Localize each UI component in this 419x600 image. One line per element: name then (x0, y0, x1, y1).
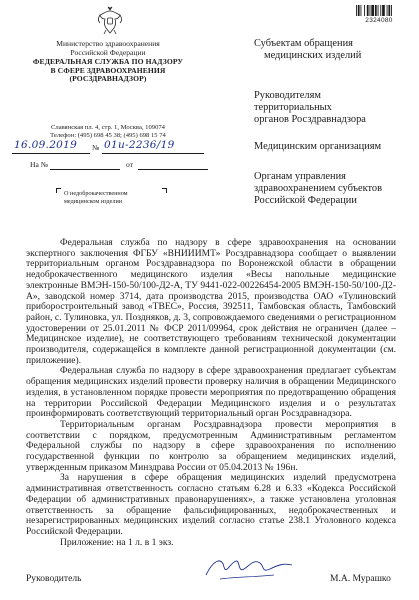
subject-bracket-left (56, 188, 61, 193)
addressee-4: Органам управления здравоохранением субъектов Российской Федерации (254, 171, 383, 207)
barcode-bar (387, 5, 388, 16)
from-label: от (126, 160, 134, 169)
barcode-bar (367, 5, 369, 16)
paragraph-4: За нарушения в сфере обращения медицинских изделий предусмотрена административная ответственность согласно статьям 6.28 и 6.33 «Кодекса Российской Федерации об административных правонарушениях», а также установлена уголовная ответственность за обращение фальсифицированных, недоброкачественных и незарегистрированных медицинских изделий согласно статье 238.1 Уголовного кодекса Российской Федерации. (26, 472, 396, 537)
barcode (356, 5, 402, 16)
barcode-bar (391, 5, 392, 16)
signer-name: М.А. Мурашко (330, 573, 391, 584)
subject: О недоброкачественном медицинском изделии (64, 190, 174, 205)
barcode-bar (358, 5, 360, 16)
barcode-bar (356, 5, 357, 16)
addressee-2: Руководителям территориальных органов Росздравнадзора (254, 90, 366, 126)
addressee-1: Субъектам обращения медицинских изделий (254, 38, 362, 62)
barcode-bar (370, 5, 371, 16)
barcode-bar (378, 5, 379, 16)
barcode-bar (361, 5, 362, 16)
barcode-bar (375, 5, 377, 16)
from-underline (138, 169, 208, 170)
paragraph-1: Федеральная служба по надзору в сфере здравоохранения на основании экспертного заключения ФГБУ «ВНИИИМТ» Росздравнадзора сообщает о выявлении территориальным органом Росздравнадзора по Воронежской области в обращении недоброкачественного медицинского изделия «Весы напольные медицинские электронные ВМЭН-150-50/100-Д2-А, ТУ 9441-022-00226454-2005 ВМЭН-150-50/100-Д2-А», заводской номер 3714, дата производства 2015, производства ОАО «Тулиновский приборостроительный завод «ТВЕС», Россия, 392511, Тамбовская область, Тамбовский район, с. Тулиновка, ул. Поздняков, д. 3, сопровождаемого сведениями о регистрационном удостоверении от 25.01.2011 № ФСР 2011/09964, срок действия не ограничен (далее – Медицинское изделие), не соответствующего требованиям технической документации производителя, содержащейся в комплекте данной регистрационной документации (см. приложение). (26, 237, 396, 366)
signature-icon (200, 553, 296, 587)
date-underline (12, 153, 90, 154)
barcode-bar (382, 5, 385, 16)
registration-date: 16.09.2019 (14, 139, 78, 151)
number-underline (102, 153, 204, 154)
letter-body (26, 238, 396, 548)
paragraph-3: Территориальным органам Росздравнадзора провести мероприятия в соответствии с порядком, предусмотренным Административным регламентом Федеральной службы по надзору в сфере здравоохранения по исполнению государственной функции по контролю за обращением медицинских изделий, утвержденным приказом Минздрава России от 05.04.2013 № 196н. (26, 418, 396, 473)
barcode-number: 2324080 (365, 17, 393, 24)
barcode-bar (380, 5, 381, 16)
service-name: ФЕДЕРАЛЬНАЯ СЛУЖБА ПО НАДЗОРУ В СФЕРЕ ЗДРАВООХРАНЕНИЯ (РОСЗДРАВНАДЗОР) (32, 57, 184, 84)
attachment-note: Приложение: на 1 л. в 1 экз. (60, 536, 174, 548)
paragraph-2: Федеральная служба по надзору в сфере здравоохранения предлагает субъектам обращения медицинских изделий провести проверку наличия в обращении Медицинского изделия, в установленном порядке провести мероприятия по предотвращению обращения на территории Российской Федерации Медицинского изделия и о результатах проинформировать соответствующий территориальный орган Росздравнадзора. (26, 365, 396, 420)
service-address: Славянская пл. 4, стр. 1, Москва, 109074 Телефон: (495) 698 45 38; (495) 698 15 74 (50, 124, 166, 139)
na-underline (50, 169, 120, 170)
ministry-name: Министерство здравоохранения Российской Федерации (56, 39, 160, 57)
number-sign: № (92, 143, 100, 152)
na-label: На № (30, 160, 48, 169)
registration-line (12, 139, 208, 156)
addressee-3: Медицинским организациям (254, 141, 382, 152)
registration-number: 01и-2236/19 (104, 139, 175, 151)
signer-role: Руководитель (26, 573, 82, 584)
barcode-bar (364, 5, 365, 16)
barcode-bar (371, 5, 374, 16)
emblem-icon (97, 6, 123, 36)
subject-bracket-right (162, 188, 167, 193)
barcode-bar (388, 5, 390, 16)
reference-line (30, 160, 210, 172)
